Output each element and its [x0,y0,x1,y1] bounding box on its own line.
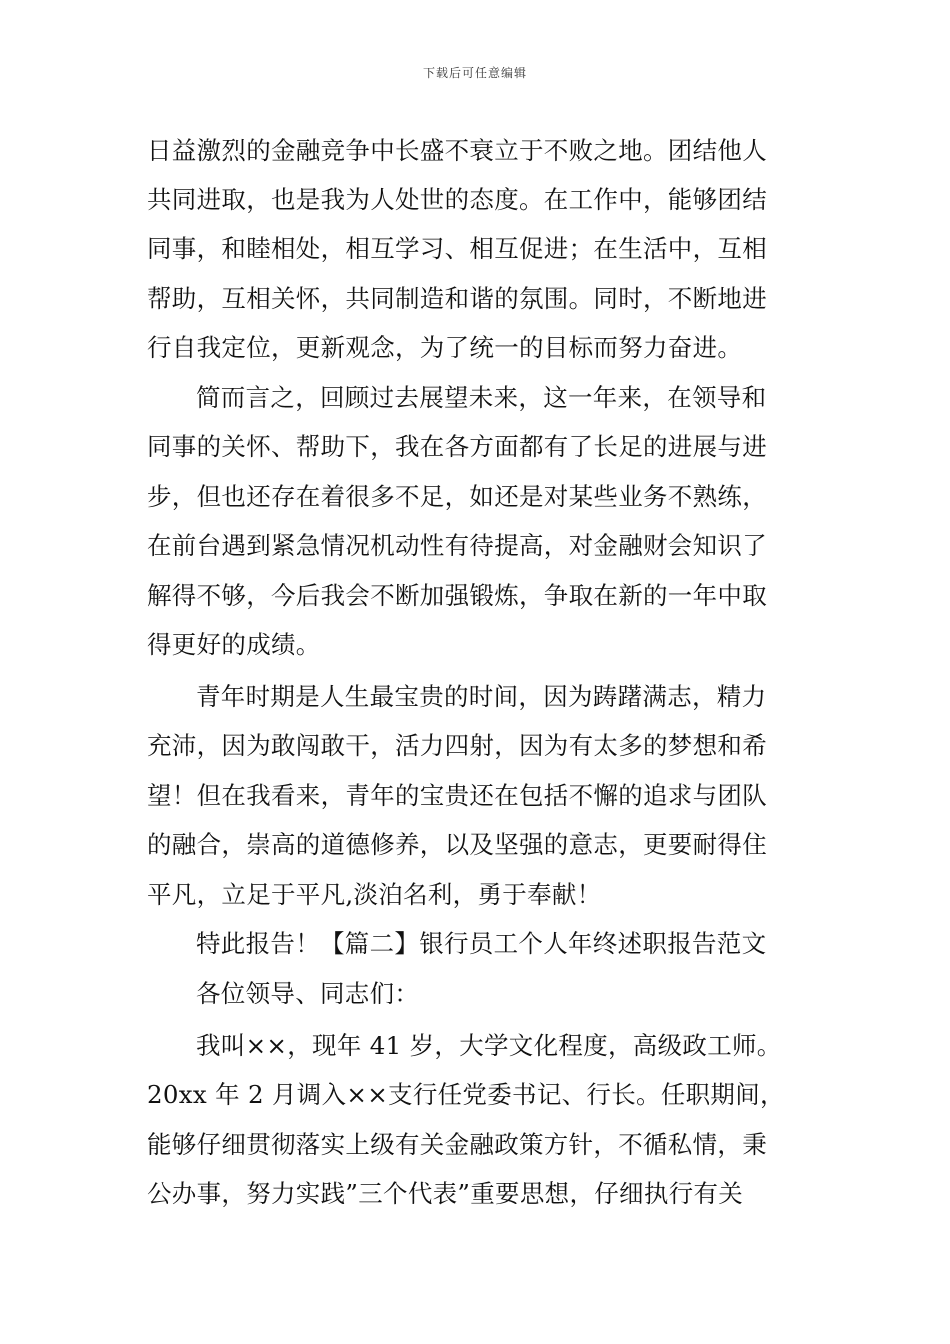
paragraph-first-line: 简而言之，回顾过去展望未来，这一年来，在领导和 [196,383,767,412]
text-line: 日益激烈的金融竞争中长盛不衰立于不败之地。团结他人 [147,136,767,165]
text-line: 能够仔细贯彻落实上级有关金融政策方针，不循私情，秉 [147,1130,767,1159]
text-line: 解得不够，今后我会不断加强锻炼，争取在新的一年中取 [147,581,767,610]
text-line: 步，但也还存在着很多不足，如还是对某些业务不熟练， [147,482,767,511]
paragraph-first-line: 青年时期是人生最宝贵的时间，因为踌躇满志，精力 [196,682,767,711]
text-line: 得更好的成绩。 [147,630,321,659]
section-heading-line: 特此报告！【篇二】银行员工个人年终述职报告范文 [196,929,767,958]
text-line: 望！但在我看来，青年的宝贵还在包括不懈的追求与团队 [147,781,767,810]
text-line: 帮助，互相关怀，共同制造和谐的氛围。同时，不断地进 [147,284,767,313]
text-line: 充沛，因为敢闯敢干，活力四射，因为有太多的梦想和希 [147,731,767,760]
page-header: 下载后可任意编辑 [422,66,527,80]
text-line: 在前台遇到紧急情况机动性有待提高，对金融财会知识了 [147,531,767,560]
paragraph-first-line: 我叫××，现年 41 岁，大学文化程度，高级政工师。 [196,1031,782,1060]
text-line: 平凡，立足于平凡,淡泊名利，勇于奉献！ [147,880,602,909]
text-line: 20xx 年 2 月调入××支行任党委书记、行长。任职期间， [147,1080,785,1109]
text-line: 公办事，努力实践”三个代表”重要思想，仔细执行有关 [147,1179,744,1208]
text-line: 共同进取，也是我为人处世的态度。在工作中，能够团结 [147,185,767,214]
text-line: 的融合，崇高的道德修养，以及坚强的意志，更要耐得住 [147,830,767,859]
text-line: 同事，和睦相处，相互学习、相互促进；在生活中，互相 [147,234,767,263]
text-line: 同事的关怀、帮助下，我在各方面都有了长足的进展与进 [147,432,767,461]
salutation-line: 各位领导、同志们： [196,979,420,1008]
text-line: 行自我定位，更新观念，为了统一的目标而努力奋进。 [147,333,743,362]
